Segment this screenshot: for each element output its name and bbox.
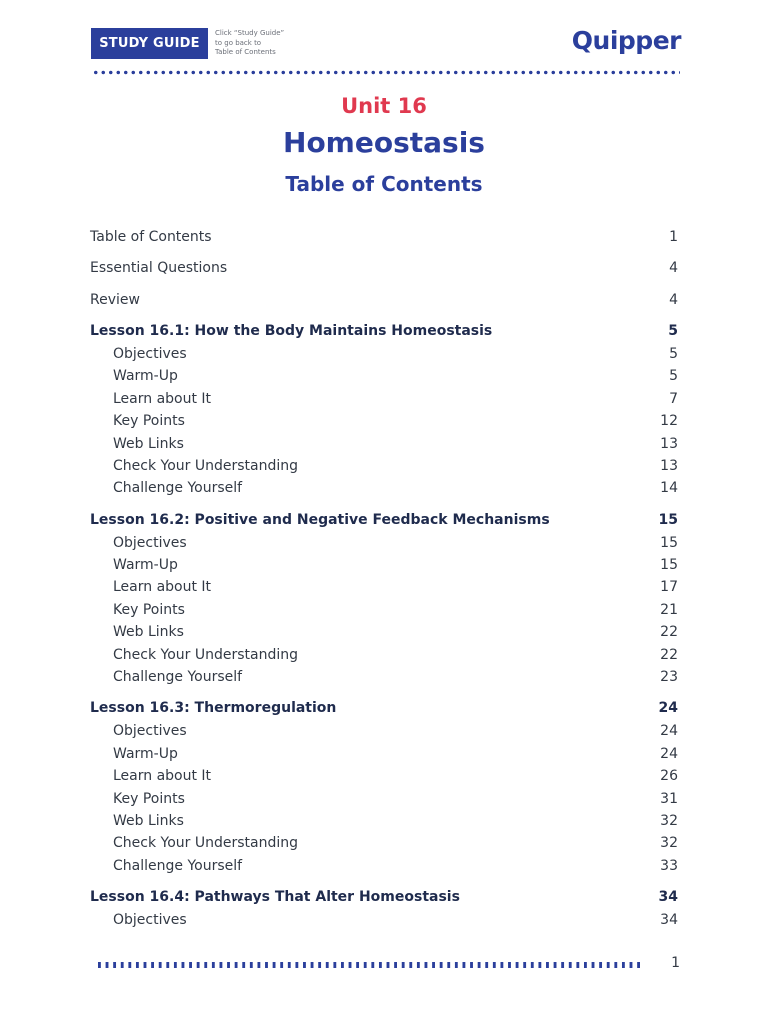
toc-entry-label: Learn about It (113, 390, 212, 407)
toc-subentry[interactable] (90, 477, 678, 499)
toc-entry-page: 15 (660, 557, 678, 574)
unit-label: Unit 16 (341, 94, 427, 118)
toc-entry-label: Objectives (113, 345, 187, 362)
toc-subentry[interactable] (90, 343, 678, 365)
lesson-entry[interactable] (90, 885, 678, 909)
toc-entry-label: Lesson 16.1: How the Body Maintains Homeostasis (90, 322, 493, 339)
toc-entry-label: Key Points (113, 790, 185, 807)
toc-entry-label: Warm-Up (113, 368, 178, 385)
header-dotted-divider (92, 70, 680, 75)
title-block (0, 92, 768, 199)
toc-entry-label: Web Links (113, 435, 184, 452)
page-title: Homeostasis (283, 126, 485, 159)
toc-subentry[interactable] (90, 720, 678, 742)
toc-entry-label: Essential Questions (90, 260, 228, 277)
toc-subentry[interactable] (90, 855, 678, 877)
lesson-entry[interactable] (90, 319, 678, 343)
toc-entry-label: Check Your Understanding (113, 646, 299, 663)
toc-subentry[interactable] (90, 410, 678, 432)
toc-entry-page: 34 (660, 912, 678, 929)
toc-entry-page: 7 (669, 390, 678, 407)
toc-entry-label: Objectives (113, 912, 187, 929)
toc-subentry[interactable] (90, 432, 678, 454)
toc-entry-page: 13 (660, 457, 678, 474)
toc-subentry[interactable] (90, 643, 678, 665)
toc-entry-page: 24 (660, 745, 678, 762)
toc-entry[interactable] (90, 224, 678, 249)
toc-subentry[interactable] (90, 765, 678, 787)
hint-line: Click “Study Guide” (215, 29, 285, 37)
toc-entry-page: 12 (660, 413, 678, 430)
toc-entry-page: 15 (660, 534, 678, 551)
toc-entry-page: 24 (658, 700, 678, 717)
lesson-entry[interactable] (90, 696, 678, 720)
toc-entry-page: 22 (660, 646, 678, 663)
toc-entry-page: 1 (669, 228, 678, 245)
toc-entry-label: Learn about It (113, 579, 212, 596)
toc-entry-page: 21 (660, 601, 678, 618)
toc-entry-label: Web Links (113, 624, 184, 641)
toc-entry-page: 33 (660, 857, 678, 874)
toc-entry-page: 32 (660, 813, 678, 829)
toc-entry-label: Challenge Yourself (113, 480, 243, 497)
toc-entry-page: 22 (660, 624, 678, 641)
hint-line: to go back to (215, 38, 262, 47)
toc-entry-label: Warm-Up (113, 745, 178, 762)
toc-subentry[interactable] (90, 621, 678, 643)
toc-subentry[interactable] (90, 599, 678, 621)
table-of-contents (90, 224, 678, 939)
toc-subentry[interactable] (90, 787, 678, 809)
toc-entry-page: 14 (660, 480, 678, 497)
hint-line: Table of Contents (215, 48, 276, 56)
toc-entry-page: 15 (658, 511, 678, 528)
toc-entry-label: Objectives (113, 534, 187, 551)
toc-entry-label: Learn about It (113, 768, 212, 785)
toc-heading: Table of Contents (285, 172, 483, 196)
toc-entry-label: Table of Contents (90, 228, 212, 245)
toc-entry-label: Challenge Yourself (113, 669, 243, 686)
lesson-group (90, 885, 678, 931)
toc-entry-label: Challenge Yourself (113, 857, 243, 874)
toc-entry-label: Lesson 16.3: Thermoregulation (90, 700, 337, 717)
page-header (91, 28, 681, 62)
toc-entry-page: 4 (669, 260, 678, 277)
toc-subentry[interactable] (90, 810, 678, 832)
page-number: 1 (671, 955, 680, 971)
toc-entry-label: Check Your Understanding (113, 835, 299, 852)
toc-entry-page: 32 (660, 835, 678, 852)
toc-entry-label: Web Links (113, 813, 184, 829)
toc-entry[interactable] (90, 256, 678, 281)
quipper-logo: Quipper (571, 26, 681, 55)
toc-entry-page: 4 (669, 291, 678, 308)
toc-entry-page: 24 (660, 723, 678, 740)
study-guide-button[interactable]: STUDY GUIDE (91, 28, 208, 59)
toc-entry-page: 5 (668, 322, 678, 339)
lesson-group (90, 319, 678, 500)
toc-entry-label: Check Your Understanding (113, 457, 299, 474)
toc-entry-label: Lesson 16.4: Pathways That Alter Homeostasis (90, 888, 460, 905)
study-guide-hint (215, 29, 305, 58)
toc-entry-page: 13 (660, 435, 678, 452)
toc-subentry[interactable] (90, 554, 678, 576)
toc-entry-label: Warm-Up (113, 557, 178, 574)
toc-entry-label: Objectives (113, 723, 187, 740)
toc-subentry[interactable] (90, 666, 678, 688)
toc-entry-page: 17 (660, 579, 678, 596)
toc-entry[interactable] (90, 287, 678, 312)
footer-dotted-divider (98, 962, 640, 968)
toc-entry-page: 5 (669, 345, 678, 362)
toc-subentry[interactable] (90, 455, 678, 477)
lesson-group (90, 508, 678, 689)
toc-subentry[interactable] (90, 832, 678, 854)
toc-subentry[interactable] (90, 576, 678, 598)
toc-entry-page: 34 (658, 888, 678, 905)
toc-entry-page: 23 (660, 669, 678, 686)
toc-entry-label: Key Points (113, 601, 185, 618)
toc-subentry[interactable] (90, 365, 678, 387)
toc-subentry[interactable] (90, 532, 678, 554)
lesson-group (90, 696, 678, 877)
toc-subentry[interactable] (90, 743, 678, 765)
toc-entry-page: 31 (660, 790, 678, 807)
toc-entry-page: 26 (660, 768, 678, 785)
toc-subentry[interactable] (90, 909, 678, 931)
lesson-entry[interactable] (90, 508, 678, 532)
toc-subentry[interactable] (90, 388, 678, 410)
toc-entry-label: Review (90, 291, 140, 308)
toc-entry-page: 5 (669, 368, 678, 385)
toc-entry-label: Key Points (113, 413, 185, 430)
toc-entry-label: Lesson 16.2: Positive and Negative Feedback Mechanisms (90, 511, 550, 528)
